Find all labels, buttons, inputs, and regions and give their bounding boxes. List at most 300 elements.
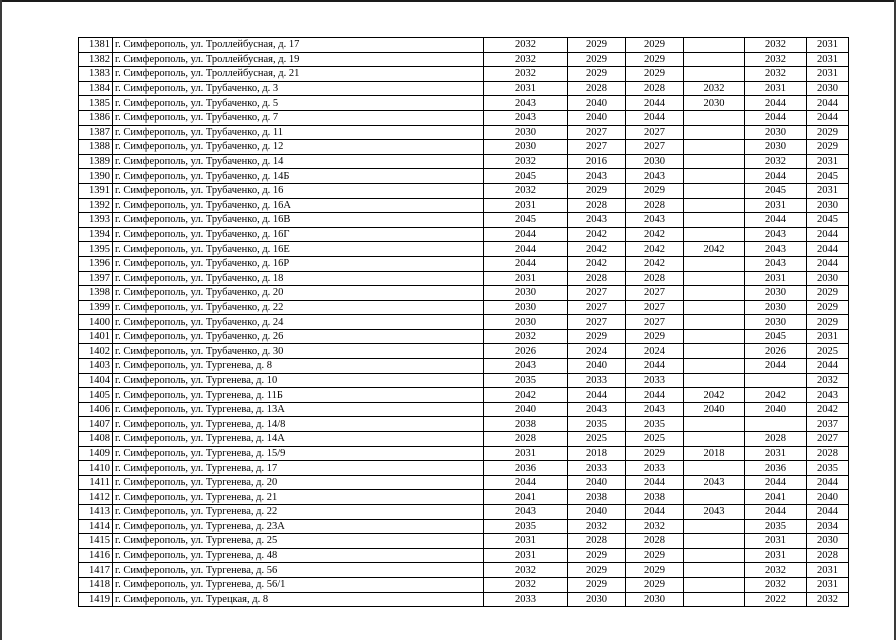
year-cell-1: 2044 [484,256,568,271]
year-cell-5: 2043 [745,227,807,242]
year-cell-3: 2025 [626,432,684,447]
year-cell-4: 2043 [684,475,745,490]
table-row [79,213,849,228]
table-row [79,446,849,461]
year-cell-1: 2030 [484,140,568,155]
year-cell-5: 2028 [745,432,807,447]
year-cell-2: 2040 [568,475,626,490]
table-row [79,169,849,184]
year-cell-6: 2030 [807,534,849,549]
year-cell-4 [684,432,745,447]
table-row [79,300,849,315]
year-cell-1: 2032 [484,67,568,82]
year-cell-1: 2030 [484,300,568,315]
year-cell-1: 2044 [484,242,568,257]
row-number-cell: 1417 [79,563,113,578]
address-cell: г. Симферополь, ул. Трубаченко, д. 16Е [113,242,484,257]
year-cell-5: 2044 [745,359,807,374]
year-cell-1: 2031 [484,198,568,213]
year-cell-6: 2030 [807,271,849,286]
year-cell-1: 2036 [484,461,568,476]
year-cell-1: 2030 [484,125,568,140]
row-number-cell: 1405 [79,388,113,403]
address-cell: г. Симферополь, ул. Трубаченко, д. 16В [113,213,484,228]
year-cell-1: 2038 [484,417,568,432]
year-cell-1: 2032 [484,577,568,592]
year-cell-1: 2031 [484,446,568,461]
year-cell-5: 2043 [745,242,807,257]
year-cell-3: 2028 [626,198,684,213]
year-cell-6: 2044 [807,256,849,271]
table-row [79,475,849,490]
year-cell-3: 2027 [626,300,684,315]
year-cell-6: 2031 [807,183,849,198]
year-cell-4 [684,329,745,344]
address-cell: г. Симферополь, ул. Трубаченко, д. 14 [113,154,484,169]
year-cell-3: 2029 [626,38,684,53]
year-cell-6: 2027 [807,432,849,447]
year-cell-5: 2030 [745,140,807,155]
address-cell: г. Симферополь, ул. Трубаченко, д. 16Г [113,227,484,242]
year-cell-1: 2032 [484,563,568,578]
year-cell-2: 2028 [568,534,626,549]
year-cell-5: 2043 [745,256,807,271]
year-cell-1: 2035 [484,373,568,388]
table-row [79,125,849,140]
year-cell-6: 2032 [807,373,849,388]
year-cell-1: 2032 [484,52,568,67]
table-row [79,577,849,592]
year-cell-5: 2031 [745,548,807,563]
year-cell-6: 2030 [807,81,849,96]
address-cell: г. Симферополь, ул. Трубаченко, д. 16 [113,183,484,198]
year-cell-2: 2040 [568,96,626,111]
year-cell-4 [684,490,745,505]
year-cell-4 [684,286,745,301]
address-cell: г. Симферополь, ул. Тургенева, д. 56 [113,563,484,578]
address-cell: г. Симферополь, ул. Тургенева, д. 8 [113,359,484,374]
row-number-cell: 1388 [79,140,113,155]
year-cell-3: 2044 [626,110,684,125]
year-cell-3: 2043 [626,169,684,184]
row-number-cell: 1409 [79,446,113,461]
table-body [79,38,849,607]
address-cell: г. Симферополь, ул. Тургенева, д. 14/8 [113,417,484,432]
row-number-cell: 1395 [79,242,113,257]
address-cell: г. Симферополь, ул. Трубаченко, д. 7 [113,110,484,125]
row-number-cell: 1391 [79,183,113,198]
year-cell-1: 2042 [484,388,568,403]
year-cell-4 [684,592,745,607]
row-number-cell: 1387 [79,125,113,140]
year-cell-2: 2035 [568,417,626,432]
year-cell-6: 2043 [807,388,849,403]
year-cell-1: 2028 [484,432,568,447]
table-row [79,505,849,520]
year-cell-2: 2042 [568,227,626,242]
year-cell-2: 2044 [568,388,626,403]
year-cell-2: 2033 [568,373,626,388]
year-cell-3: 2029 [626,183,684,198]
year-cell-2: 2029 [568,183,626,198]
year-cell-4 [684,417,745,432]
row-number-cell: 1415 [79,534,113,549]
year-cell-6: 2029 [807,315,849,330]
year-cell-6: 2044 [807,227,849,242]
year-cell-4 [684,315,745,330]
row-number-cell: 1412 [79,490,113,505]
year-cell-6: 2045 [807,213,849,228]
year-cell-3: 2044 [626,505,684,520]
year-cell-6: 2029 [807,286,849,301]
year-cell-4: 2042 [684,388,745,403]
address-cell: г. Симферополь, ул. Трубаченко, д. 16А [113,198,484,213]
year-cell-6: 2045 [807,169,849,184]
year-cell-6: 2031 [807,563,849,578]
scan-edge-top [0,0,896,2]
year-cell-2: 2027 [568,286,626,301]
address-cell: г. Симферополь, ул. Трубаченко, д. 22 [113,300,484,315]
row-number-cell: 1394 [79,227,113,242]
address-cell: г. Симферополь, ул. Трубаченко, д. 20 [113,286,484,301]
table-row [79,359,849,374]
year-cell-6: 2031 [807,329,849,344]
year-cell-4: 2018 [684,446,745,461]
address-cell: г. Симферополь, ул. Тургенева, д. 14А [113,432,484,447]
year-cell-4 [684,534,745,549]
year-cell-4 [684,548,745,563]
year-cell-6: 2028 [807,446,849,461]
year-cell-4 [684,300,745,315]
year-cell-3: 2044 [626,475,684,490]
year-cell-2: 2025 [568,432,626,447]
year-cell-3: 2042 [626,242,684,257]
scan-edge-left [0,0,2,640]
year-cell-6: 2044 [807,96,849,111]
row-number-cell: 1399 [79,300,113,315]
table-row [79,563,849,578]
year-cell-1: 2043 [484,505,568,520]
year-cell-4 [684,256,745,271]
year-cell-5: 2022 [745,592,807,607]
table-row [79,154,849,169]
year-cell-1: 2031 [484,548,568,563]
year-cell-2: 2043 [568,402,626,417]
year-cell-6: 2030 [807,198,849,213]
table-row [79,402,849,417]
year-cell-5: 2030 [745,286,807,301]
row-number-cell: 1400 [79,315,113,330]
address-cell: г. Симферополь, ул. Тургенева, д. 25 [113,534,484,549]
year-cell-3: 2029 [626,577,684,592]
year-cell-5: 2026 [745,344,807,359]
year-cell-6: 2031 [807,38,849,53]
year-cell-4 [684,577,745,592]
table-row [79,38,849,53]
address-cell: г. Симферополь, ул. Трубаченко, д. 14Б [113,169,484,184]
address-cell: г. Симферополь, ул. Трубаченко, д. 16Р [113,256,484,271]
year-cell-3: 2029 [626,446,684,461]
year-cell-4: 2032 [684,81,745,96]
row-number-cell: 1411 [79,475,113,490]
year-cell-5: 2031 [745,271,807,286]
year-cell-5: 2040 [745,402,807,417]
year-cell-6: 2044 [807,359,849,374]
year-cell-3: 2028 [626,271,684,286]
address-cell: г. Симферополь, ул. Трубаченко, д. 18 [113,271,484,286]
address-cell: г. Симферополь, ул. Трубаченко, д. 3 [113,81,484,96]
row-number-cell: 1396 [79,256,113,271]
year-cell-6: 2037 [807,417,849,432]
year-cell-5: 2032 [745,563,807,578]
year-cell-1: 2026 [484,344,568,359]
year-cell-5: 2032 [745,52,807,67]
year-cell-1: 2031 [484,534,568,549]
row-number-cell: 1389 [79,154,113,169]
row-number-cell: 1392 [79,198,113,213]
year-cell-2: 2029 [568,329,626,344]
year-cell-6: 2035 [807,461,849,476]
year-cell-5: 2030 [745,315,807,330]
year-cell-3: 2029 [626,67,684,82]
year-cell-1: 2045 [484,213,568,228]
row-number-cell: 1402 [79,344,113,359]
year-cell-4 [684,183,745,198]
year-cell-4 [684,461,745,476]
year-cell-6: 2044 [807,475,849,490]
row-number-cell: 1419 [79,592,113,607]
address-cell: г. Симферополь, ул. Тургенева, д. 17 [113,461,484,476]
year-cell-6: 2029 [807,140,849,155]
table-row [79,110,849,125]
year-cell-1: 2032 [484,38,568,53]
table-row [79,96,849,111]
table-row [79,373,849,388]
row-number-cell: 1404 [79,373,113,388]
year-cell-2: 2027 [568,125,626,140]
row-number-cell: 1414 [79,519,113,534]
year-cell-5 [745,373,807,388]
table-row [79,52,849,67]
year-cell-3: 2029 [626,52,684,67]
table-row [79,432,849,447]
address-cell: г. Симферополь, ул. Троллейбусная, д. 21 [113,67,484,82]
year-cell-3: 2032 [626,519,684,534]
year-cell-5: 2032 [745,38,807,53]
year-cell-5: 2045 [745,183,807,198]
year-cell-4 [684,38,745,53]
year-cell-1: 2043 [484,96,568,111]
year-cell-4 [684,110,745,125]
address-cell: г. Симферополь, ул. Трубаченко, д. 12 [113,140,484,155]
year-cell-3: 2030 [626,592,684,607]
year-cell-2: 2033 [568,461,626,476]
year-cell-4 [684,125,745,140]
row-number-cell: 1413 [79,505,113,520]
address-cell: г. Симферополь, ул. Тургенева, д. 13А [113,402,484,417]
year-cell-5: 2045 [745,329,807,344]
row-number-cell: 1403 [79,359,113,374]
year-cell-4: 2043 [684,505,745,520]
year-cell-1: 2044 [484,475,568,490]
year-cell-6: 2029 [807,125,849,140]
table-row [79,256,849,271]
year-cell-5: 2042 [745,388,807,403]
address-cell: г. Симферополь, ул. Турецкая, д. 8 [113,592,484,607]
row-number-cell: 1401 [79,329,113,344]
row-number-cell: 1418 [79,577,113,592]
year-cell-1: 2032 [484,329,568,344]
row-number-cell: 1398 [79,286,113,301]
year-cell-4 [684,169,745,184]
year-cell-5: 2030 [745,300,807,315]
table-row [79,592,849,607]
year-cell-6: 2025 [807,344,849,359]
table-row [79,198,849,213]
year-cell-3: 2027 [626,140,684,155]
year-cell-5: 2044 [745,475,807,490]
table-row [79,183,849,198]
row-number-cell: 1416 [79,548,113,563]
year-cell-5: 2036 [745,461,807,476]
housing-repair-schedule-table [78,37,849,607]
year-cell-2: 2042 [568,242,626,257]
year-cell-4 [684,227,745,242]
year-cell-3: 2027 [626,286,684,301]
row-number-cell: 1397 [79,271,113,286]
year-cell-1: 2032 [484,183,568,198]
year-cell-2: 2027 [568,300,626,315]
year-cell-2: 2029 [568,577,626,592]
address-cell: г. Симферополь, ул. Тургенева, д. 56/1 [113,577,484,592]
year-cell-1: 2041 [484,490,568,505]
address-cell: г. Симферополь, ул. Трубаченко, д. 24 [113,315,484,330]
row-number-cell: 1381 [79,38,113,53]
year-cell-3: 2028 [626,81,684,96]
year-cell-2: 2040 [568,110,626,125]
table-row [79,490,849,505]
row-number-cell: 1382 [79,52,113,67]
table-row [79,242,849,257]
table-row [79,417,849,432]
year-cell-2: 2028 [568,198,626,213]
year-cell-5: 2031 [745,198,807,213]
year-cell-6: 2031 [807,67,849,82]
year-cell-5 [745,417,807,432]
row-number-cell: 1386 [79,110,113,125]
table-row [79,388,849,403]
year-cell-3: 2027 [626,315,684,330]
year-cell-2: 2040 [568,359,626,374]
year-cell-2: 2018 [568,446,626,461]
year-cell-3: 2043 [626,213,684,228]
year-cell-5: 2044 [745,213,807,228]
row-number-cell: 1385 [79,96,113,111]
year-cell-6: 2029 [807,300,849,315]
address-cell: г. Симферополь, ул. Тургенева, д. 15/9 [113,446,484,461]
year-cell-3: 2029 [626,563,684,578]
year-cell-5: 2044 [745,169,807,184]
year-cell-5: 2032 [745,67,807,82]
year-cell-4 [684,344,745,359]
year-cell-5: 2041 [745,490,807,505]
year-cell-3: 2028 [626,534,684,549]
address-cell: г. Симферополь, ул. Тургенева, д. 23А [113,519,484,534]
year-cell-3: 2044 [626,388,684,403]
year-cell-6: 2028 [807,548,849,563]
year-cell-3: 2033 [626,373,684,388]
address-cell: г. Симферополь, ул. Тургенева, д. 20 [113,475,484,490]
year-cell-3: 2035 [626,417,684,432]
year-cell-4 [684,67,745,82]
year-cell-5: 2031 [745,81,807,96]
row-number-cell: 1384 [79,81,113,96]
year-cell-3: 2042 [626,227,684,242]
table-row [79,329,849,344]
row-number-cell: 1408 [79,432,113,447]
year-cell-4 [684,213,745,228]
table-row [79,67,849,82]
year-cell-1: 2032 [484,154,568,169]
year-cell-2: 2040 [568,505,626,520]
table-row [79,519,849,534]
year-cell-4 [684,198,745,213]
year-cell-4 [684,154,745,169]
row-number-cell: 1383 [79,67,113,82]
year-cell-4: 2040 [684,402,745,417]
year-cell-4 [684,359,745,374]
year-cell-3: 2027 [626,125,684,140]
year-cell-1: 2031 [484,271,568,286]
year-cell-4 [684,140,745,155]
year-cell-5: 2044 [745,96,807,111]
address-cell: г. Симферополь, ул. Тургенева, д. 10 [113,373,484,388]
year-cell-5: 2032 [745,577,807,592]
year-cell-5: 2030 [745,125,807,140]
year-cell-1: 2043 [484,110,568,125]
year-cell-3: 2044 [626,96,684,111]
year-cell-4: 2030 [684,96,745,111]
address-cell: г. Симферополь, ул. Трубаченко, д. 5 [113,96,484,111]
year-cell-3: 2033 [626,461,684,476]
table-row [79,548,849,563]
year-cell-1: 2045 [484,169,568,184]
year-cell-3: 2029 [626,329,684,344]
year-cell-1: 2033 [484,592,568,607]
table-row [79,315,849,330]
year-cell-2: 2027 [568,140,626,155]
year-cell-2: 2028 [568,81,626,96]
year-cell-3: 2044 [626,359,684,374]
year-cell-5: 2031 [745,446,807,461]
year-cell-2: 2029 [568,52,626,67]
table-row [79,534,849,549]
year-cell-6: 2031 [807,154,849,169]
address-cell: г. Симферополь, ул. Трубаченко, д. 26 [113,329,484,344]
year-cell-3: 2043 [626,402,684,417]
table-row [79,344,849,359]
year-cell-6: 2040 [807,490,849,505]
year-cell-3: 2029 [626,548,684,563]
year-cell-1: 2044 [484,227,568,242]
year-cell-1: 2035 [484,519,568,534]
year-cell-1: 2030 [484,315,568,330]
year-cell-2: 2042 [568,256,626,271]
year-cell-6: 2031 [807,577,849,592]
year-cell-3: 2024 [626,344,684,359]
year-cell-2: 2024 [568,344,626,359]
table-row [79,271,849,286]
